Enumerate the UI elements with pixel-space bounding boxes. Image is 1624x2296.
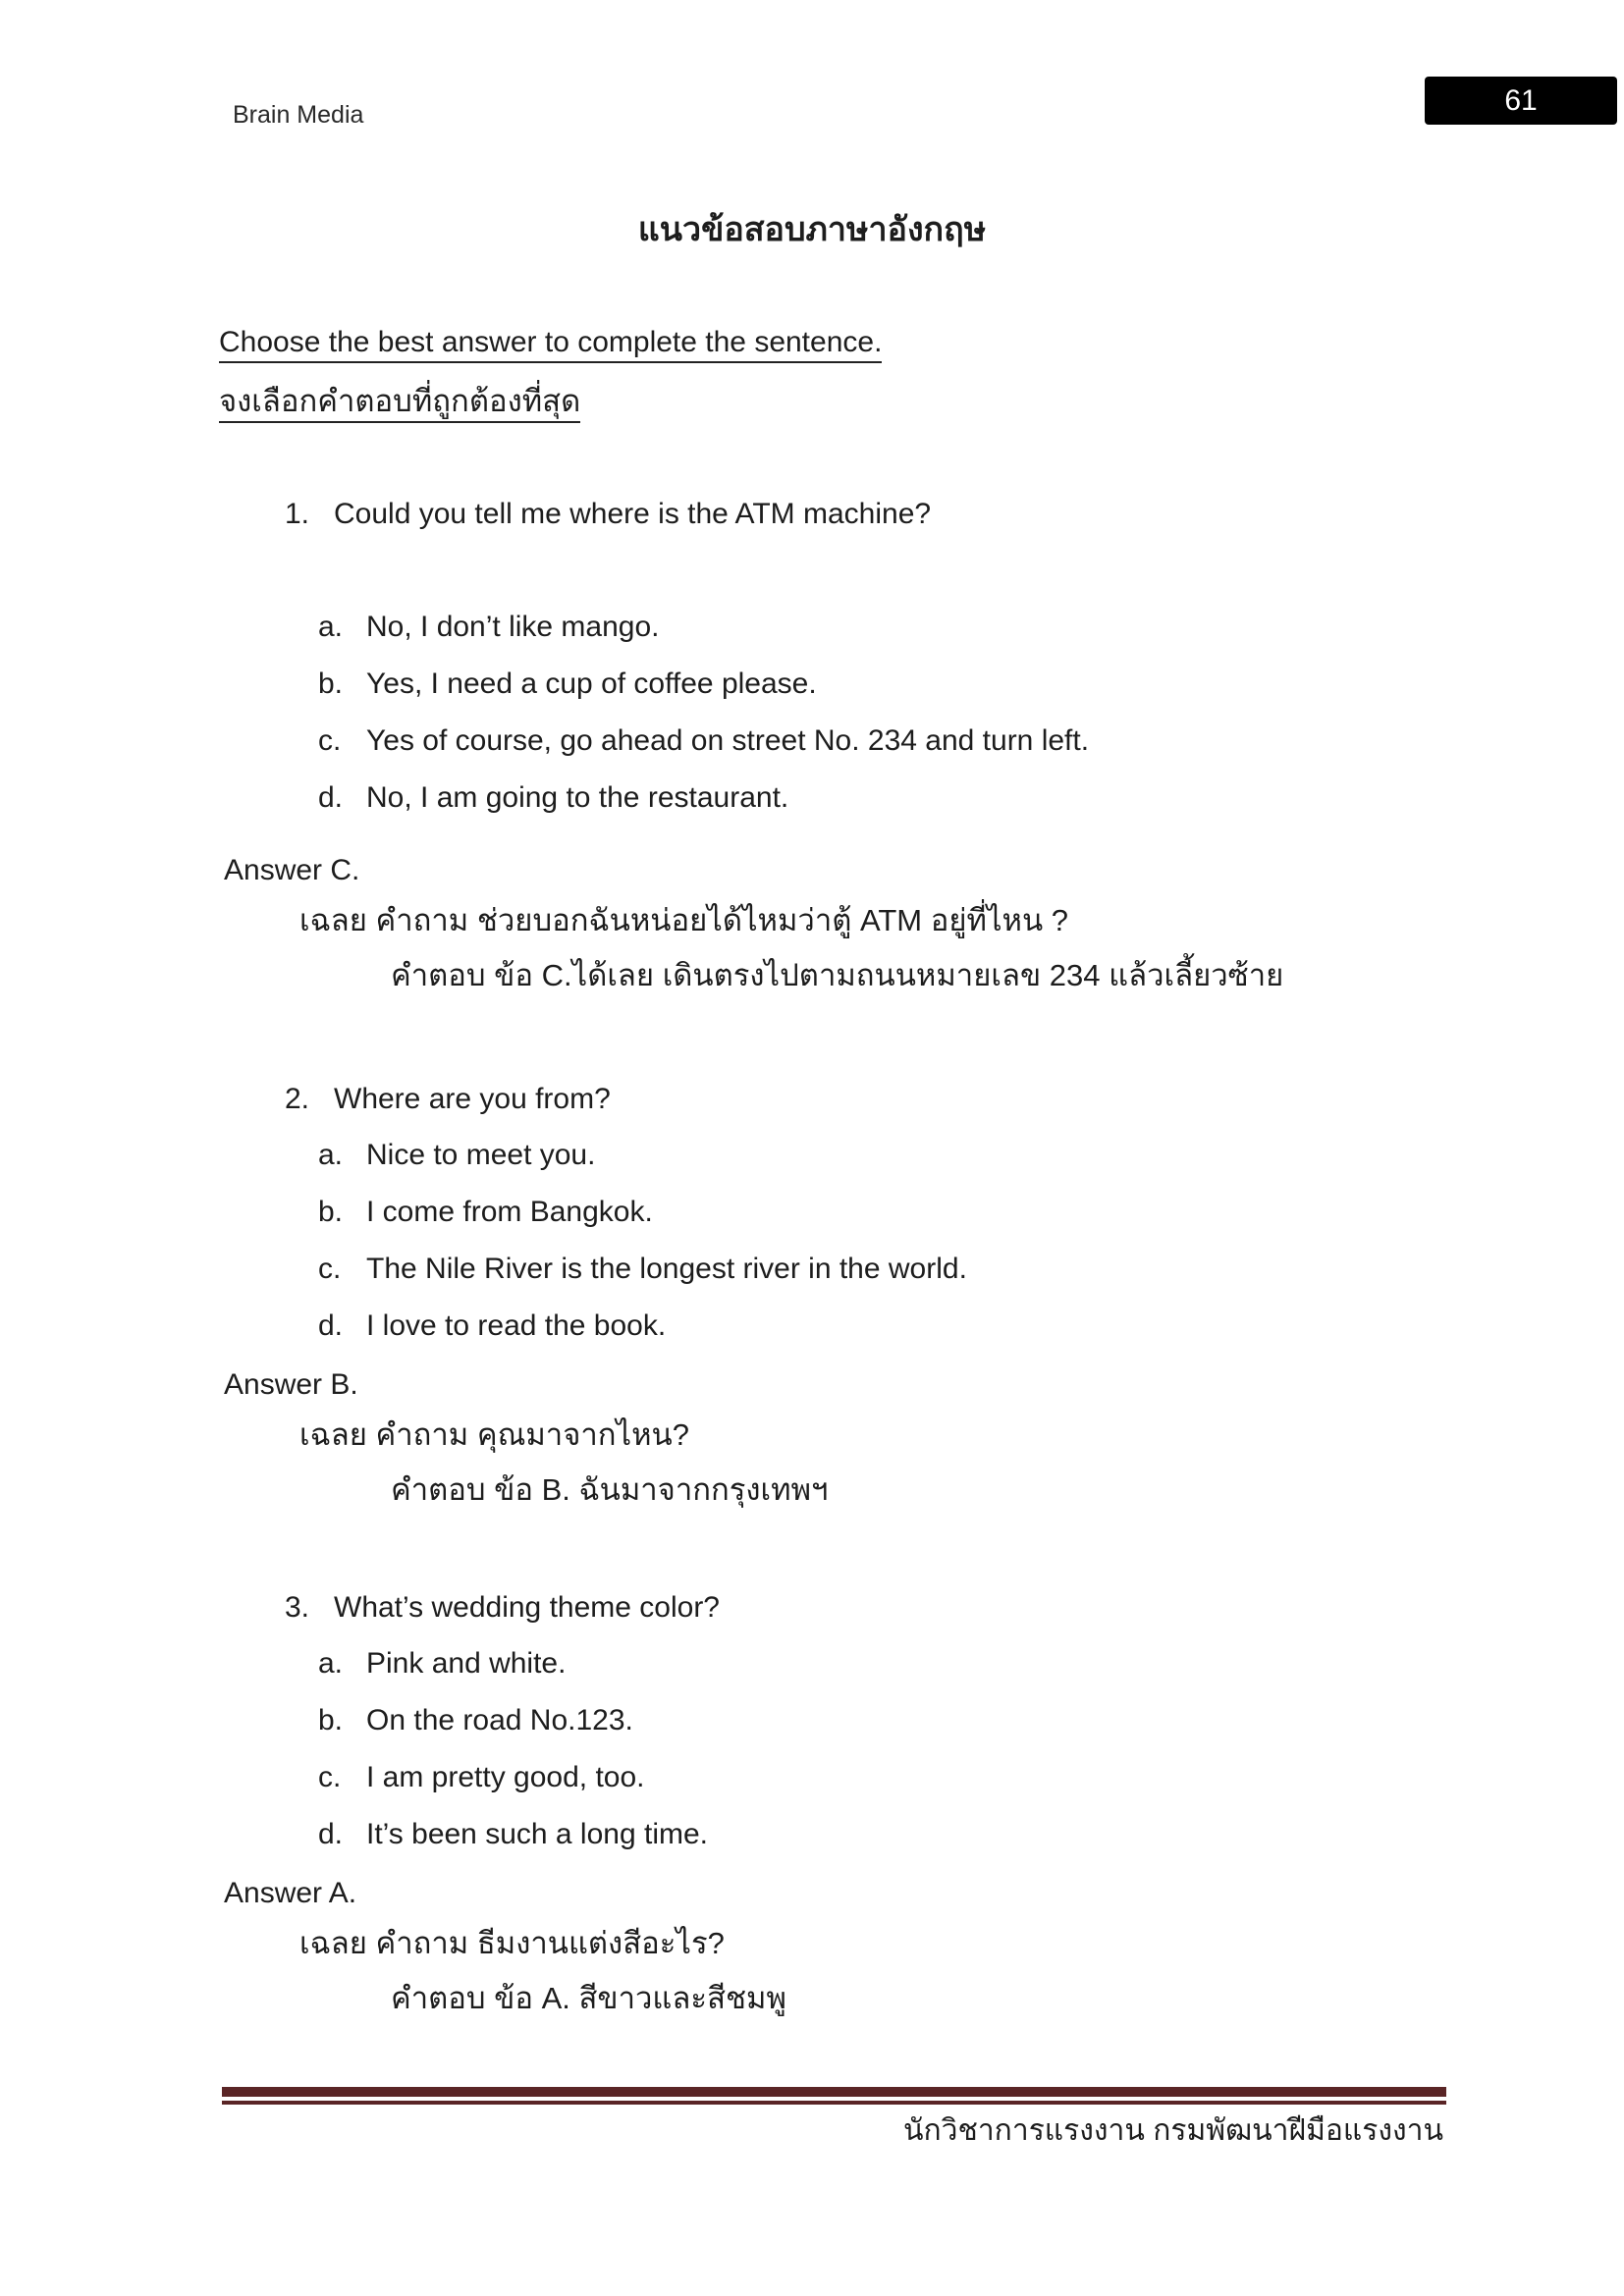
option-c	[318, 1749, 1624, 1806]
option-c	[318, 713, 1624, 770]
options-list	[0, 1127, 1624, 1355]
option-text: On the road No.123.	[366, 1704, 633, 1736]
option-text: The Nile River is the longest river in the world.	[366, 1253, 967, 1285]
question-text: What’s wedding theme color?	[334, 1591, 720, 1624]
option-letter: d.	[318, 781, 344, 814]
explanation-answer: คำตอบ ข้อ C.ได้เลย เดินตรงไปตามถนนหมายเลข 234 แล้วเลี้ยวซ้าย	[391, 958, 1284, 992]
instruction-english: Choose the best answer to complete the sentence.	[219, 322, 1624, 363]
page-number: 61	[1504, 83, 1538, 117]
option-letter: a.	[318, 611, 344, 643]
option-letter: b.	[318, 1196, 344, 1228]
option-letter: a.	[318, 1647, 344, 1680]
option-text: I am pretty good, too.	[366, 1761, 645, 1793]
option-letter: d.	[318, 1309, 344, 1342]
option-text: No, I am going to the restaurant.	[366, 781, 789, 814]
option-a	[318, 1127, 1624, 1184]
question-number: 2.	[285, 1083, 310, 1115]
question-text: Where are you from?	[334, 1083, 611, 1115]
footer-accent-line	[222, 2101, 1446, 2105]
answer-label: Answer A.	[224, 1877, 357, 1909]
option-letter: a.	[318, 1139, 344, 1171]
option-letter: c.	[318, 1253, 342, 1285]
option-d	[318, 770, 1624, 827]
option-a	[318, 1635, 1624, 1692]
option-d	[318, 1806, 1624, 1863]
option-text: Nice to meet you.	[366, 1139, 596, 1171]
explanation-question: เฉลย คำถาม ธีมงานแต่งสีอะไร?	[299, 1926, 725, 1960]
question-1	[0, 495, 1624, 999]
option-text: It’s been such a long time.	[366, 1818, 708, 1850]
option-letter: d.	[318, 1818, 344, 1850]
question-line	[0, 495, 1624, 534]
option-b	[318, 1692, 1624, 1749]
option-letter: b.	[318, 667, 344, 700]
document-title: แนวข้อสอบภาษาอังกฤษ	[637, 211, 987, 248]
option-text: I love to read the book.	[366, 1309, 667, 1342]
option-d	[318, 1298, 1624, 1355]
options-list	[0, 599, 1624, 827]
option-text: Yes of course, go ahead on street No. 234 and turn left.	[366, 724, 1090, 757]
explanation-answer: คำตอบ ข้อ B. ฉันมาจากกรุงเทพฯ	[391, 1472, 829, 1507]
explanation-question: เฉลย คำถาม ช่วยบอกฉันหน่อยได้ไหมว่าตู้ ATM อยู่ที่ไหน ?	[299, 903, 1069, 937]
instruction-thai: จงเลือกคำตอบที่ถูกต้องที่สุด	[219, 379, 1624, 424]
footer-accent-bar	[222, 2087, 1446, 2097]
option-c	[318, 1241, 1624, 1298]
option-b	[318, 656, 1624, 713]
option-text: I come from Bangkok.	[366, 1196, 653, 1228]
header-brand-text: Brain Media	[233, 101, 364, 129]
question-3	[0, 1588, 1624, 2022]
answer-label: Answer B.	[224, 1368, 358, 1401]
option-letter: b.	[318, 1704, 344, 1736]
question-2	[0, 1080, 1624, 1514]
option-b	[318, 1184, 1624, 1241]
question-number: 1.	[285, 498, 310, 530]
explanation-answer: คำตอบ ข้อ A. สีขาวและสีชมพู	[391, 1981, 786, 2015]
option-text: No, I don’t like mango.	[366, 611, 660, 643]
options-list	[0, 1635, 1624, 1863]
instructions-block	[0, 322, 1624, 424]
answer-label: Answer C.	[224, 854, 360, 886]
option-a	[318, 599, 1624, 656]
option-letter: c.	[318, 1761, 342, 1793]
question-line	[0, 1080, 1624, 1119]
question-number: 3.	[285, 1591, 310, 1624]
option-text: Pink and white.	[366, 1647, 567, 1680]
explanation-question: เฉลย คำถาม คุณมาจากไหน?	[299, 1417, 689, 1452]
footer-credit-text: นักวิชาการแรงงาน กรมพัฒนาฝีมือแรงงาน	[902, 2114, 1443, 2147]
question-line	[0, 1588, 1624, 1628]
question-text: Could you tell me where is the ATM machine?	[334, 498, 932, 530]
option-text: Yes, I need a cup of coffee please.	[366, 667, 817, 700]
option-letter: c.	[318, 724, 342, 757]
